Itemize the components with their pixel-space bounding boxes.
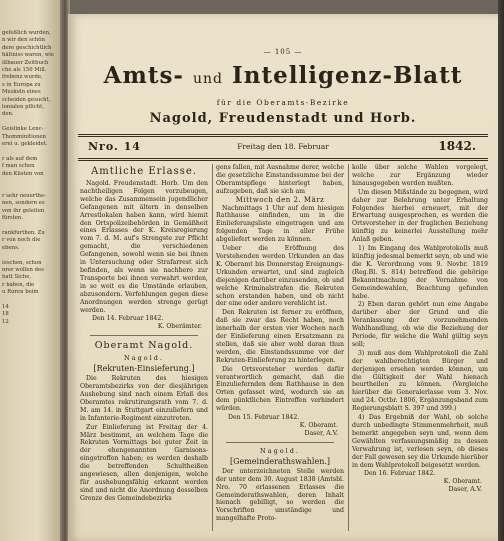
- article-body: [80, 375, 208, 503]
- paragraph: Nagold. Freudenstadt. Horb. Um den nachtheiligen Folgen vorzubeugen, welche das Zusammensein jugendlicher Gefangenen mit ältern in denselben Arrestlokalen haben kann, wird hiemit den Ortspolizeibehörden in Gemäßheit eines Erlasses der K. Kreisregierung vom 7. d. M. auf's Strengste zur Pflicht gemacht, die verschiedenen Gefangenen, sowohl wenn sie bei ihnen in Untersuchung oder Strafarrest sich befinden, als wenn sie nachhero zur Transporte bei ihnen verwahrt werden, in so weit es die Umstände erlauben, abzusondern. Verfehlungen gegen diese Anordnungen werden strenge gerügt werden.: [80, 180, 208, 314]
- left-page-line: Geislinke Lenc-: [2, 126, 44, 133]
- issue-number: Nro. 14: [88, 140, 141, 153]
- left-page-line: u Ruren beim: [2, 289, 39, 296]
- masthead-districts: Nagold, Freudenstadt und Horb.: [149, 111, 417, 126]
- left-page-line: s in Europa zu: [2, 81, 41, 88]
- left-page-line: 14: [2, 304, 9, 311]
- top-rule-thin: [78, 136, 488, 137]
- left-page-line: r von noch die: [2, 237, 41, 244]
- left-page-line: [2, 297, 60, 304]
- left-page-line: 18: [2, 311, 9, 318]
- paragraph: Die Ortsvorsteher werden dafür verantwortlich gemacht, daß die Einzuliefernden dem Rathhause in den Orten gefasset wird, wodurch sie an dem pünktlichen Eintreffen verhindert würden.: [216, 365, 344, 413]
- issue-bar: [80, 138, 486, 156]
- left-page-line: [2, 178, 60, 185]
- separator: [90, 335, 198, 336]
- issue-year: 1842.: [438, 139, 476, 153]
- column-1: [80, 164, 208, 537]
- left-page-line: [2, 223, 60, 230]
- left-page-line: frebenz wurde,: [2, 74, 43, 81]
- paragraph: Um diesen Mißstände zu begegnen, wird daher zur Belehrung unter Erhaltung Folgendes hierbei erneuert, mit der Erwartung ausgesprochen, es werden die Ortsvorsteher in der fraglichen Beziehung künftig zu keinerlei Ausstellung mehr Anlaß geben.: [352, 188, 488, 244]
- paragraph: 3) muß aus dem Wahlprotokoll die Zahl der wahlberechtigten Bürger und derjenigen ersehen werden können, um die Gültigkeit der Wahl hienach beurtheilen zu können. (Vergleiche hierüber die Generalerlasse vom 3. Nov. und 24. Octbr. 1806, Ergänzungsband zum Regierungsblatt S. 397 und 399.): [352, 349, 488, 413]
- paragraph: Die Rekruten des hiesigen Oberamtsbezirks von der diesjährigen Aushebung sind nach einem Erlaß des Oberamtes rekrutirungsrath vom 7. d. M. am 14. in Stuttgart einzuliefern und in Infanterie-Regiment einzutreten.: [80, 375, 208, 422]
- issue-date: Freitag den 18. Februar: [237, 142, 329, 151]
- left-page-line: erei u. gekleidet.: [2, 141, 48, 148]
- left-page-edge: [0, 0, 62, 541]
- left-page-line: f man schen: [2, 163, 35, 170]
- masthead: [68, 62, 498, 89]
- paragraph: gens fallen, mit Ausnahme derer, welche die gesetzliche Einstandssumme bei der Oberamtspflege hinterlegt haben, aufzugeben, daß sie sich am: [216, 164, 344, 195]
- article-date: Den 15. Februar 1842.: [228, 414, 300, 422]
- paragraph: Ueber die Eröffnung des Vorstehenden werden Urkunden an das K. Oberamt bis Donnerstag Ereignungs-Urkunden erwartet, und sind zugleich diejenigen darüber einzusenden, ob und welche Kriminalstrafen die Rekruten schon erstanden haben, und ob nicht der eine oder andere verehlicht ist.: [216, 245, 344, 308]
- left-page-line: ißbauer Zeitbuch: [2, 59, 49, 66]
- date-line: Mittwoch den 2. März: [235, 195, 325, 204]
- left-page-text: [2, 30, 60, 326]
- article-heading: [Gemeinderathswahlen.]: [229, 456, 331, 466]
- article-body: [80, 180, 208, 314]
- section-title: Amtliche Erlasse.: [91, 166, 197, 177]
- left-page-line: den Küsten von: [2, 170, 44, 177]
- left-page-line: nrer wollen des: [2, 267, 44, 273]
- article-signature: Daser, A.V.: [448, 486, 482, 494]
- bottom-rule-thin: [78, 160, 488, 161]
- masthead-subtitle: für die Oberamts-Bezirke: [216, 98, 350, 107]
- article-columns: [80, 164, 488, 537]
- article-body: [216, 164, 344, 413]
- masthead-part2: Intelligenz-Blatt: [232, 62, 463, 89]
- left-page-line: Muskeln eines: [2, 89, 41, 96]
- article-body: [216, 468, 344, 523]
- place-line: Nagold.: [124, 354, 164, 363]
- left-page-line: [2, 186, 60, 193]
- left-page-line: nen, sondern es: [2, 200, 45, 207]
- right-page-edge: [498, 0, 504, 541]
- article-date: Den 14. Februar 1842.: [92, 315, 164, 323]
- paragraph: Den Rekruten ist ferner zu eröffnen, daß sie zwar das Recht haben, noch innerhalb der ersten vier Wochen nach der Einlieferung einen Ersatzmann zu stellen, daß sie aber wohl daran thun werden, die Einstandssumme vor der Rekruten-Einlieferung zu hinterlegen.: [216, 309, 344, 364]
- left-page-line: von ihr geleiten: [2, 207, 45, 214]
- article-date: Den 16. Februar 1842.: [364, 470, 436, 478]
- article-signature: Daser, A.V.: [304, 429, 338, 437]
- article-signature: K. Oberämter.: [157, 323, 202, 331]
- paragraph: Nachmittags 1 Uhr auf dem hiesigen Rathhause einfinden, um in die Einlieferungsliste eingetragen und am folgenden Tage in aller Frühe abgeliefert werden zu können.: [216, 204, 344, 244]
- separator: [226, 442, 334, 443]
- paragraph: Der unterzeichneten Stelle werden der unter dem 30. August 1838 (Amtsbl. Nro. 70 erlassenen Erlasses die Gemeinderathswahlen, deren Inhalt hienach gebilligt, so werden die Vorschriften umständige und mangelhafte Proto-: [216, 467, 344, 523]
- left-page-line: fürsten.: [2, 215, 23, 222]
- masthead-part1: Amts-: [103, 62, 184, 89]
- left-page-line: che als 150 Mill.: [2, 67, 47, 74]
- left-page-line: hältniss waren, wie: [2, 52, 55, 59]
- left-page-line: lonialen pflicht,: [2, 104, 44, 111]
- left-page-line: n wir den schön: [2, 37, 45, 44]
- paragraph: 1) Im Eingang des Wahlprotokolls muß künftig jedesmal bemerkt seyn, ob und wie die K. Verordnung vom 9. Novbr. 1819 (Reg.Bl. S. 814) betreffend die gehörige Bekanntmachung der Vornahme von Gemeindewahlen, Beachtung gefunden habe.: [352, 245, 488, 300]
- article-signature: K. Oberamt.: [443, 478, 482, 486]
- left-page-line: rankfurthen. Zu: [2, 229, 45, 236]
- article-heading: [Rekruten-Einsieferung.]: [93, 364, 195, 374]
- column-2: [216, 164, 344, 537]
- left-page-line: r haben, die: [2, 281, 35, 288]
- left-page-line: Thomminitionen: [2, 133, 46, 140]
- masthead-und: und: [192, 71, 223, 87]
- left-page-line: hatt Siche,: [2, 274, 32, 281]
- paragraph: 4) Das Ergebniß der Wahl, ob solche durch unbedingte Stimmenmehrheit, muß bemerkt angegeben seyn und, wenn dem Gewählten verfassungsmäßig zu dessen Verwahrung ist, verlesen seyn, ob dieses der Fall gewesen sey die Urkunde hierüber in dem Wahlprotokoll beigesetzt werden.: [352, 414, 488, 469]
- left-page-line: ebens.: [2, 244, 20, 251]
- left-page-line: dere geschichtlich: [2, 44, 52, 51]
- left-page-line: scheiden gesucht,: [2, 96, 51, 103]
- left-page-line: 12: [2, 318, 9, 325]
- left-page-line: [2, 119, 60, 126]
- article-body: [352, 164, 488, 469]
- column-3: [352, 164, 488, 537]
- article-signature: K. Oberamt.: [299, 422, 338, 429]
- left-page-line: den.: [2, 111, 14, 118]
- left-page-line: r sehr neuerthe-: [2, 192, 46, 199]
- left-page-line: ieschen, schon: [2, 259, 42, 266]
- left-page-line: r als auf dem: [2, 155, 38, 162]
- left-page-line: [2, 252, 60, 259]
- paragraph: kolle über solche Wahlen vorgelegt, welche zur Ergänzung wieder hinausgegeben werden mußten.: [352, 164, 488, 187]
- place-line: Nagold.: [260, 446, 300, 455]
- page-number: — 105 —: [263, 48, 303, 56]
- section-title: Oberamt Nagold.: [94, 340, 194, 352]
- paragraph: 2) Eben daran gehört nun eine Angabe darüber aber der Grund und die Veranlassung der vorzunehmenden Wahlhandlung, ob wie die Beziehung der Periode, für welche die Wahl gültig seyn soll;: [352, 301, 488, 348]
- paragraph: Zur Einlieferung ist Freitag der 4. März bestimmt, an welchem Tage die Rekruten Vormittags bei guter Zeit in der ehengenannten Garnisons-eingetroffen haben; es werden deshalb die betreffenden Schultheißen angewiesen, allen denjenigen, welche für aushebungsfähig erkannt worden sind und nicht die Anordnung desselben Grenze des Gemeindebezirks: [80, 423, 208, 502]
- left-page-line: [2, 149, 60, 156]
- newspaper-page: [68, 14, 498, 541]
- left-page-line: gefeßlich wurden,: [2, 30, 51, 36]
